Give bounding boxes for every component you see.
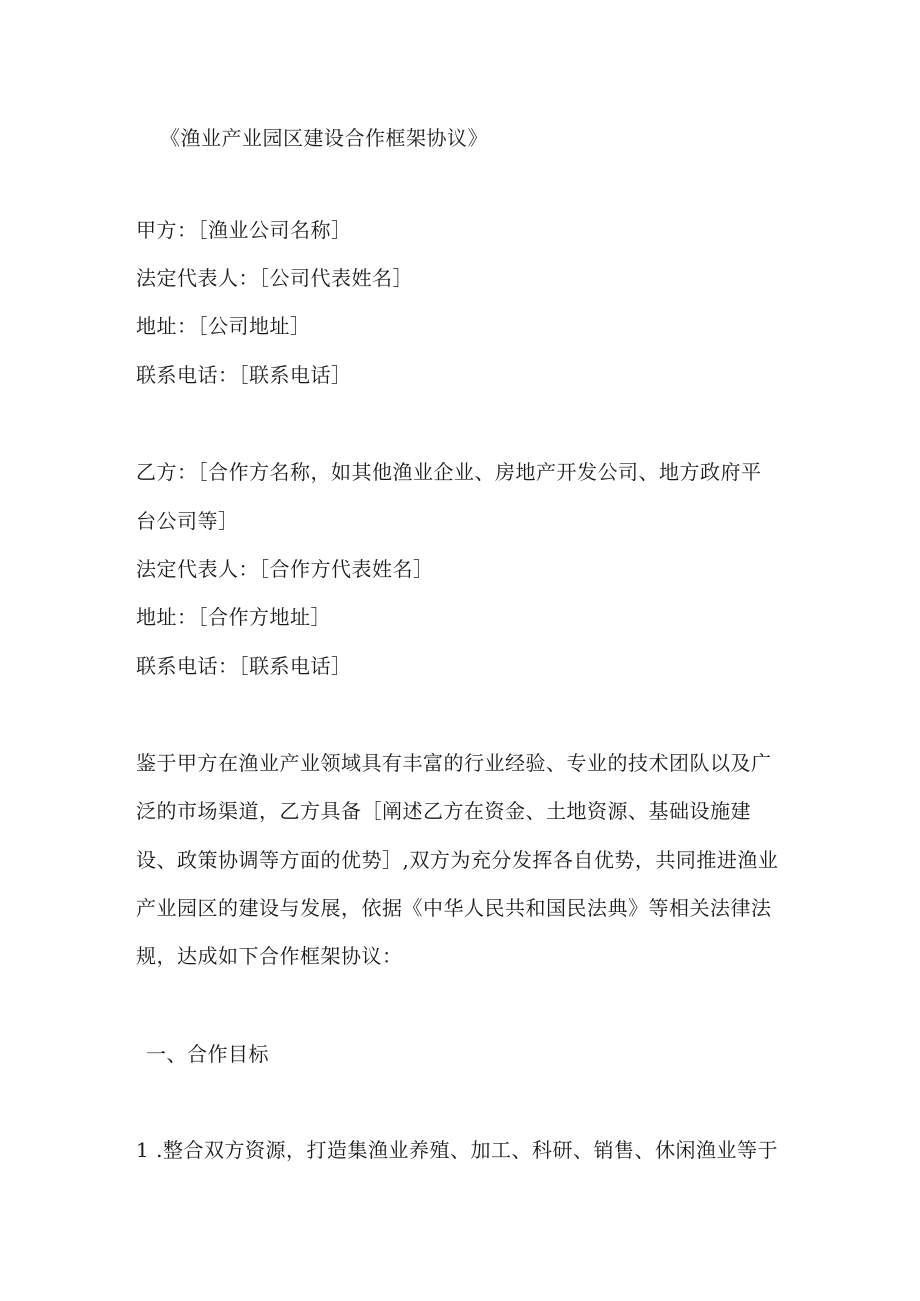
intro-paragraph-line: 产业园区的建设与发展，依据《中华人民共和国民法典》等相关法律法 xyxy=(136,896,772,920)
party-b-name-line-1: 乙方：［合作方名称，如其他渔业企业、房地产开发公司、地方政府平 xyxy=(136,460,762,484)
party-a-phone: 联系电话：［联系电话］ xyxy=(136,363,352,387)
intro-paragraph-line: 鉴于甲方在渔业产业领域具有丰富的行业经验、专业的技术团队以及广 xyxy=(136,751,772,775)
party-a-representative: 法定代表人：［公司代表姓名］ xyxy=(136,266,413,290)
section-heading-cooperation-goals: 一、合作目标 xyxy=(146,1042,269,1066)
document-title: 《渔业产业园区建设合作框架协议》 xyxy=(160,126,488,150)
party-b-representative: 法定代表人：［合作方代表姓名］ xyxy=(136,557,434,581)
list-item-1: 1 .整合双方资源，打造集渔业养殖、加工、科研、销售、休闲渔业等于 xyxy=(136,1138,778,1162)
intro-paragraph-line: 泛的市场渠道，乙方具备［阐述乙方在资金、土地资源、基础设施建 xyxy=(136,799,751,823)
party-b-phone: 联系电话：［联系电话］ xyxy=(136,654,352,678)
party-a-name: 甲方：［渔业公司名称］ xyxy=(136,218,352,242)
party-b-name-line-2: 台公司等］ xyxy=(136,509,239,533)
party-b-address: 地址：［合作方地址］ xyxy=(136,605,331,629)
intro-paragraph-line: 设、政策协调等方面的优势］,双方为充分发挥各自优势，共同推进渔业 xyxy=(136,848,779,872)
intro-paragraph-line: 规，达成如下合作框架协议： xyxy=(136,944,403,968)
party-a-address: 地址：［公司地址］ xyxy=(136,314,311,338)
